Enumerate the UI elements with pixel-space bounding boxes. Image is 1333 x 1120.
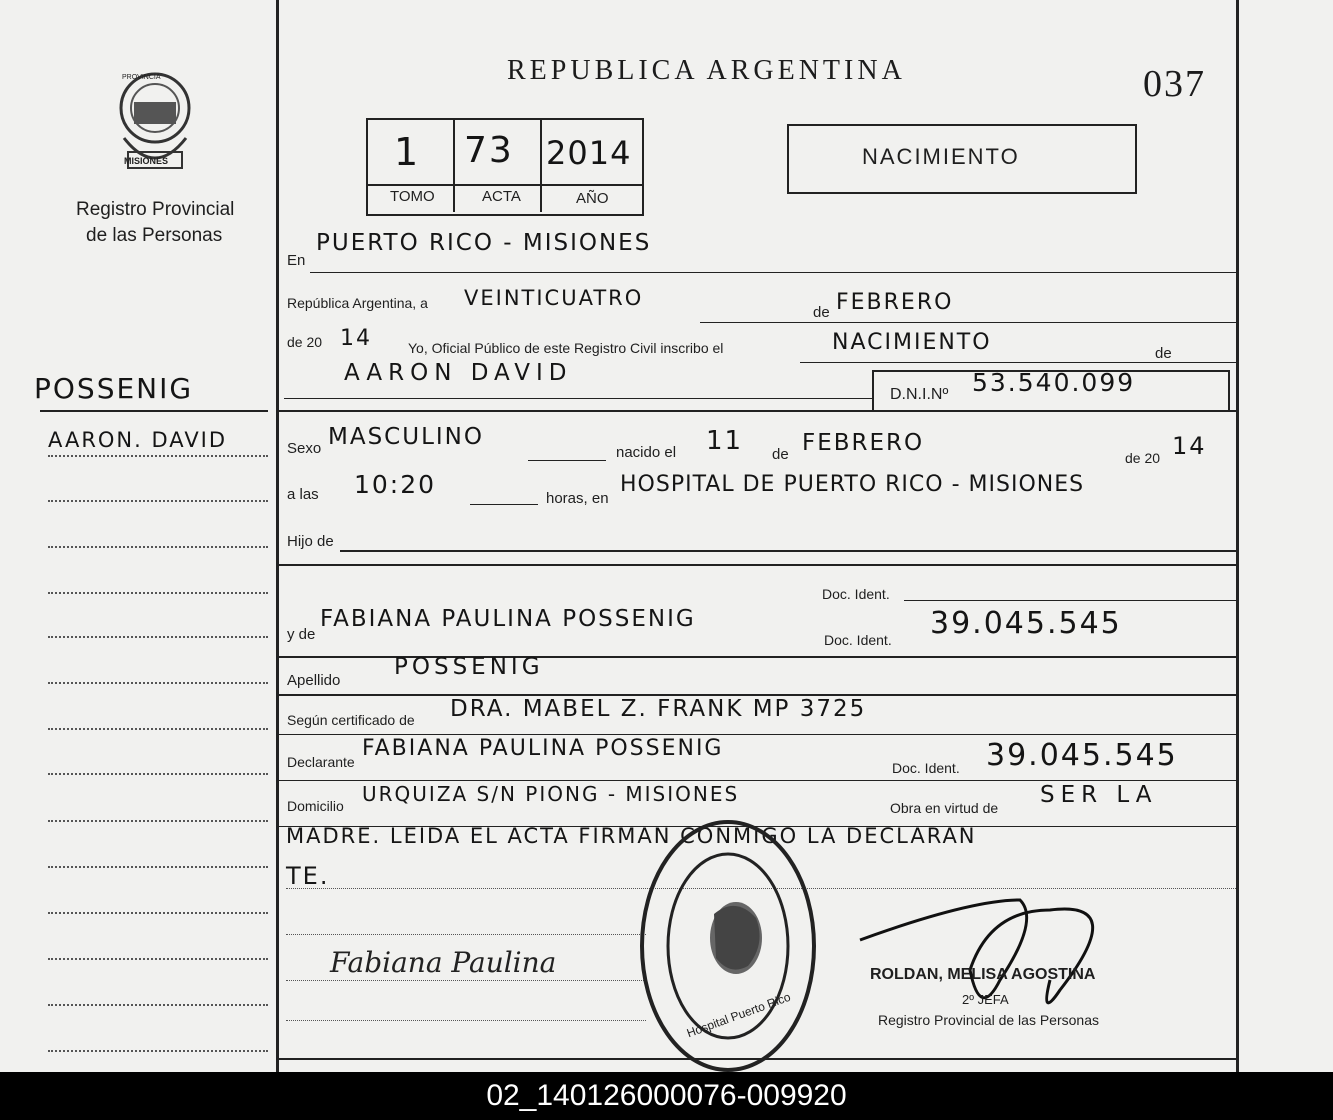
oficial-text: Yo, Oficial Público de este Registro Civil inscribo el [408,340,724,356]
margin-line [48,728,268,730]
tomo-value: 1 [394,130,421,174]
official-signature-icon [850,880,1150,1030]
form-line [286,1020,646,1021]
declarante-label: Declarante [287,754,355,770]
page-number: 037 [1143,63,1206,105]
margin-line [48,500,268,502]
de2014-label: de 20 [1125,450,1161,466]
margin-line [48,958,268,960]
sexo-label: Sexo [287,440,322,457]
form-rule [904,600,1236,601]
obra-value: SER LA [1040,782,1158,808]
right-page-rule [1236,0,1239,1072]
ano-value: 2014 [546,134,632,172]
month-value: FEBRERO [836,290,954,315]
record-type: NACIMIENTO [862,144,1020,169]
de-label: de [813,304,830,321]
margin-line [48,682,268,684]
segun-label: Según certificado de [287,712,415,728]
mother-name: FABIANA PAULINA POSSENIG [320,606,696,632]
form-rule [278,564,1236,566]
day-words: VEINTICUATRO [464,286,644,310]
continuation-line1: MADRE. LEIDA EL ACTA FIRMAN CONMIGO LA DECLARAN [286,824,977,848]
form-rule [310,272,1236,273]
emblem-bottom-text: MISIONES [124,156,169,166]
record-box-label-rule [366,184,642,186]
form-rule [528,460,606,461]
apellido-value: POSSENIG [394,654,544,680]
horas-label: horas, en [546,490,609,507]
hijo-label: Hijo de [287,533,334,550]
sexo-value: MASCULINO [328,424,484,450]
inscribo-value: NACIMIENTO [832,330,992,355]
republica-label: República Argentina, a [287,295,428,311]
margin-rule [40,410,268,412]
alas-label: a las [287,486,319,503]
acta-label: ACTA [482,188,521,205]
birth-day: 11 [706,426,744,456]
stamp-inner-text: Hospital Puerto Rico [684,989,793,1041]
doc-ident-label: Doc. Ident. [824,632,892,648]
form-line [286,980,646,981]
official-office: Registro Provincial de las Personas [878,1012,1099,1028]
emblem-top-text: PROVINCIA [122,74,161,81]
apellido-label: Apellido [287,672,341,689]
form-section-rule [278,410,1236,412]
time-value: 10:20 [354,470,437,499]
dni-label: D.N.I.Nº [890,386,949,403]
declarante-doc: 39.045.545 [986,738,1178,773]
country-heading: REPUBLICA ARGENTINA [507,55,906,86]
tomo-label: TOMO [390,188,435,205]
year-suffix: 14 [340,326,372,351]
en-label: En [287,252,306,269]
margin-given-names: AARON. DAVID [48,428,228,452]
margin-line [48,866,268,868]
form-rule [800,362,1236,363]
form-rule [470,504,538,505]
de-label: de [772,446,789,463]
form-rule [700,322,1236,323]
de20-label: de 20 [287,334,323,350]
margin-line [48,912,268,914]
domicilio-value: URQUIZA S/N PIONG - MISIONES [362,782,740,806]
mother-doc: 39.045.545 [930,606,1122,641]
margin-line [48,773,268,775]
form-line [286,934,646,935]
left-column-rule [276,0,279,1072]
certificado-value: DRA. MABEL Z. FRANK MP 3725 [450,696,867,722]
form-rule [278,780,1236,781]
birth-year-suffix: 14 [1172,432,1207,460]
document-id-footer: 02_140126000076-009920 [0,1072,1333,1120]
margin-line [48,820,268,822]
agency-name-line2: de las Personas [86,225,223,246]
nacido-label: nacido el [616,444,677,461]
doc-ident-label: Doc. Ident. [892,760,960,776]
agency-name-line1: Registro Provincial [76,199,235,220]
margin-line [48,546,268,548]
declarant-signature: Fabiana Paulina [330,946,557,979]
ano-label: AÑO [576,190,609,207]
acta-value: 73 [464,130,514,171]
birth-month: FEBRERO [802,430,925,456]
continuation-line2: TE. [286,862,330,890]
dni-value: 53.540.099 [972,368,1136,397]
record-box-divider [453,120,455,212]
official-role: 2º JEFA [962,992,1009,1007]
margin-line [48,636,268,638]
form-rule [278,734,1236,735]
declarante-value: FABIANA PAULINA POSSENIG [362,736,724,761]
doc-ident-label: Doc. Ident. [822,586,890,602]
form-rule [284,398,874,399]
de-label: de [1155,345,1172,362]
record-box-divider [540,120,542,212]
margin-line [48,592,268,594]
margin-line [48,1004,268,1006]
yde-label: y de [287,626,316,643]
domicilio-label: Domicilio [287,798,344,814]
birth-place: HOSPITAL DE PUERTO RICO - MISIONES [620,472,1085,497]
margin-surname: POSSENIG [34,372,194,405]
form-rule [340,550,1236,552]
margin-line [48,455,268,457]
en-value: PUERTO RICO - MISIONES [316,230,652,256]
obra-label: Obra en virtud de [890,800,999,816]
official-stamp-icon [638,818,818,1072]
margin-line [48,1050,268,1052]
child-name: AARON DAVID [344,360,573,386]
official-name: ROLDAN, MELISA AGOSTINA [870,966,1096,983]
